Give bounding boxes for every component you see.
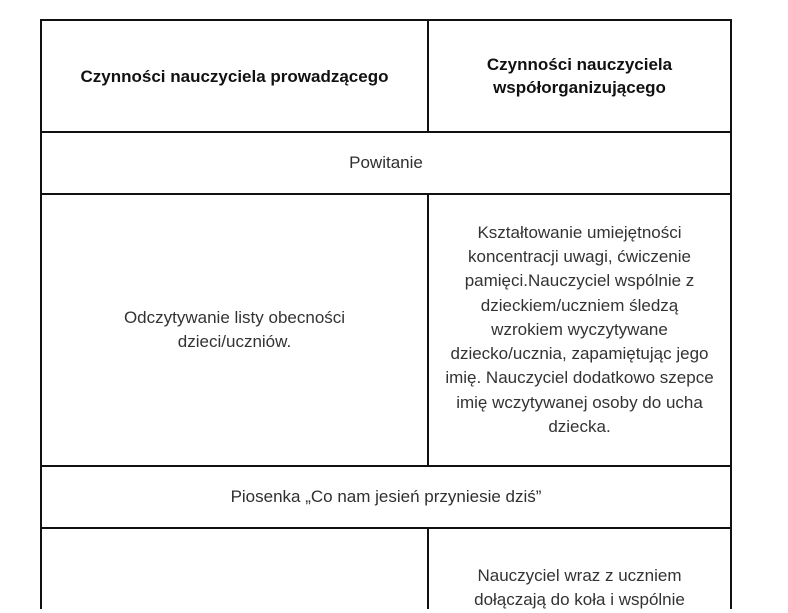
table-header-row (42, 21, 730, 133)
co-teacher-activity-attendance: Kształtowanie umiejętności koncentracji uwagi, ćwiczenie pamięci.Nauczyciel wspólnie z dzieckiem/uczniem śledzą wzrokiem wyczytywane dziecko/ucznia, zapamiętując jego imię. Nauczyciel dodatkowo szepce imię wczytywanej osoby do ucha dziecka. (445, 222, 714, 437)
lead-teacher-activity-circle (42, 529, 429, 609)
lead-teacher-activity-attendance: Odczytywanie listy obecności dzieci/uczniów. (42, 195, 429, 465)
table-row-greeting (42, 133, 730, 195)
span-cell-greeting: Powitanie (349, 153, 423, 172)
header-co-teacher: Czynności nauczyciela współorganizującego (486, 55, 673, 97)
table-row-circle (42, 529, 730, 609)
table-row-attendance (42, 195, 730, 467)
lesson-activities-table (40, 19, 732, 609)
header-lead-teacher: Czynności nauczyciela prowadzącego (42, 21, 429, 131)
co-teacher-activity-circle: Nauczyciel wraz z uczniem dołączają do koła i wspólnie (474, 566, 685, 610)
span-cell-song: Piosenka „Co nam jesień przyniesie dziś” (230, 487, 542, 506)
table-row-song (42, 467, 730, 529)
